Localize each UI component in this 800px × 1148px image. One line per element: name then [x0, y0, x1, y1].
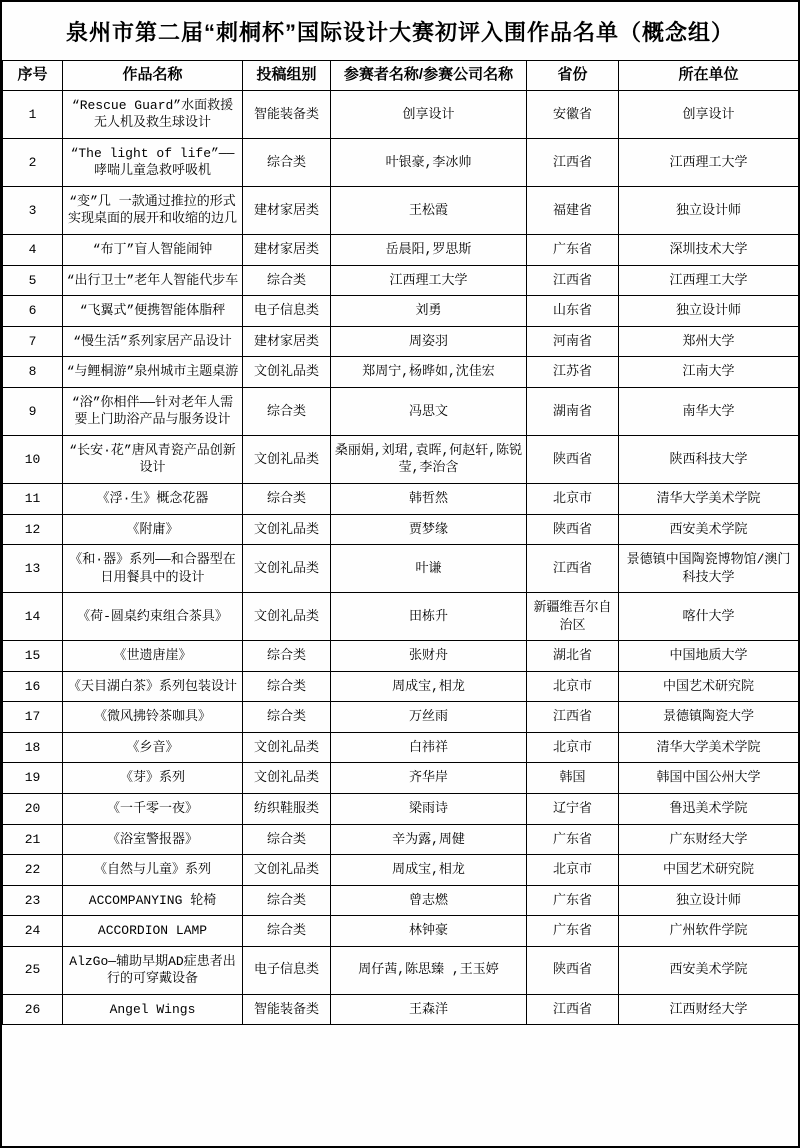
cell-category: 建材家居类: [243, 235, 331, 266]
cell-index: 21: [3, 824, 63, 855]
cell-work-title: 《一千零一夜》: [63, 793, 243, 824]
cell-participants: 刘勇: [331, 296, 527, 327]
table-row: [3, 641, 799, 672]
cell-category: 综合类: [243, 702, 331, 733]
cell-unit: 创享设计: [619, 90, 799, 138]
cell-category: 文创礼品类: [243, 593, 331, 641]
cell-index: 14: [3, 593, 63, 641]
cell-index: 1: [3, 90, 63, 138]
header-cell-unit: 所在单位: [619, 61, 799, 91]
cell-province: 陕西省: [527, 435, 619, 483]
cell-unit: 景德镇陶瓷大学: [619, 702, 799, 733]
cell-unit: 中国艺术研究院: [619, 855, 799, 886]
cell-category: 综合类: [243, 824, 331, 855]
cell-unit: 西安美术学院: [619, 514, 799, 545]
cell-index: 12: [3, 514, 63, 545]
table-row: [3, 946, 799, 994]
cell-work-title: “出行卫士”老年人智能代步车: [63, 265, 243, 296]
cell-category: 文创礼品类: [243, 763, 331, 794]
cell-index: 18: [3, 732, 63, 763]
table-row: [3, 265, 799, 296]
cell-category: 综合类: [243, 138, 331, 186]
cell-unit: 江西理工大学: [619, 138, 799, 186]
cell-index: 11: [3, 483, 63, 514]
cell-work-title: ACCOMPANYING 轮椅: [63, 885, 243, 916]
cell-province: 江西省: [527, 545, 619, 593]
table-row: [3, 235, 799, 266]
cell-unit: 中国艺术研究院: [619, 671, 799, 702]
cell-work-title: ACCORDION LAMP: [63, 916, 243, 947]
table-row: [3, 671, 799, 702]
cell-province: 辽宁省: [527, 793, 619, 824]
cell-province: 江苏省: [527, 357, 619, 388]
cell-index: 25: [3, 946, 63, 994]
cell-work-title: 《荷-圆桌约束组合茶具》: [63, 593, 243, 641]
cell-province: 新疆维吾尔自治区: [527, 593, 619, 641]
cell-province: 韩国: [527, 763, 619, 794]
cell-work-title: 《乡音》: [63, 732, 243, 763]
cell-participants: 张财舟: [331, 641, 527, 672]
cell-unit: 韩国中国公州大学: [619, 763, 799, 794]
cell-index: 19: [3, 763, 63, 794]
table-row: [3, 994, 799, 1025]
cell-category: 文创礼品类: [243, 357, 331, 388]
table-body: [3, 90, 799, 1025]
cell-province: 江西省: [527, 138, 619, 186]
cell-index: 20: [3, 793, 63, 824]
cell-work-title: “长安·花”唐风青瓷产品创新设计: [63, 435, 243, 483]
cell-unit: 广东财经大学: [619, 824, 799, 855]
cell-index: 9: [3, 387, 63, 435]
cell-index: 24: [3, 916, 63, 947]
page-title: 泉州市第二届“刺桐杯”国际设计大赛初评入围作品名单（概念组）: [65, 20, 734, 45]
cell-province: 北京市: [527, 483, 619, 514]
cell-work-title: “飞翼式”便携智能体脂秤: [63, 296, 243, 327]
cell-index: 22: [3, 855, 63, 886]
cell-work-title: “慢生活”系列家居产品设计: [63, 326, 243, 357]
cell-index: 10: [3, 435, 63, 483]
cell-unit: 鲁迅美术学院: [619, 793, 799, 824]
cell-index: 6: [3, 296, 63, 327]
cell-participants: 岳晨阳,罗思斯: [331, 235, 527, 266]
cell-index: 3: [3, 186, 63, 234]
cell-category: 文创礼品类: [243, 514, 331, 545]
cell-work-title: “浴”你相伴——针对老年人需要上门助浴产品与服务设计: [63, 387, 243, 435]
cell-participants: 王森洋: [331, 994, 527, 1025]
cell-participants: 辛为露,周健: [331, 824, 527, 855]
table-row: [3, 824, 799, 855]
cell-work-title: “Rescue Guard”水面救援无人机及救生球设计: [63, 90, 243, 138]
cell-participants: 韩哲然: [331, 483, 527, 514]
cell-work-title: AlzGo—辅助早期AD症患者出行的可穿戴设备: [63, 946, 243, 994]
cell-unit: 清华大学美术学院: [619, 732, 799, 763]
cell-unit: 郑州大学: [619, 326, 799, 357]
header-row: [3, 61, 799, 91]
cell-province: 安徽省: [527, 90, 619, 138]
cell-work-title: Angel Wings: [63, 994, 243, 1025]
cell-unit: 深圳技术大学: [619, 235, 799, 266]
cell-work-title: 《天目湖白茶》系列包装设计: [63, 671, 243, 702]
cell-category: 文创礼品类: [243, 855, 331, 886]
cell-index: 17: [3, 702, 63, 733]
cell-participants: 万丝雨: [331, 702, 527, 733]
cell-index: 7: [3, 326, 63, 357]
cell-province: 北京市: [527, 732, 619, 763]
cell-category: 综合类: [243, 265, 331, 296]
cell-participants: 王松霞: [331, 186, 527, 234]
cell-participants: 齐华岸: [331, 763, 527, 794]
table-row: [3, 916, 799, 947]
cell-province: 陕西省: [527, 514, 619, 545]
cell-unit: 中国地质大学: [619, 641, 799, 672]
cell-index: 23: [3, 885, 63, 916]
cell-participants: 周成宝,相龙: [331, 855, 527, 886]
cell-unit: 清华大学美术学院: [619, 483, 799, 514]
cell-unit: 景德镇中国陶瓷博物馆/澳门科技大学: [619, 545, 799, 593]
cell-category: 综合类: [243, 885, 331, 916]
cell-participants: 贾梦缘: [331, 514, 527, 545]
cell-province: 江西省: [527, 994, 619, 1025]
cell-index: 8: [3, 357, 63, 388]
table-row: [3, 387, 799, 435]
cell-category: 电子信息类: [243, 946, 331, 994]
cell-participants: 周姿羽: [331, 326, 527, 357]
cell-work-title: 《自然与儿童》系列: [63, 855, 243, 886]
cell-province: 广东省: [527, 916, 619, 947]
cell-unit: 江南大学: [619, 357, 799, 388]
cell-work-title: 《浴室警报器》: [63, 824, 243, 855]
cell-category: 综合类: [243, 671, 331, 702]
cell-participants: 周成宝,相龙: [331, 671, 527, 702]
cell-province: 江西省: [527, 702, 619, 733]
table-row: [3, 855, 799, 886]
cell-work-title: 《和·器》系列——和合器型在日用餐具中的设计: [63, 545, 243, 593]
table-row: [3, 483, 799, 514]
table-row: [3, 793, 799, 824]
cell-province: 北京市: [527, 671, 619, 702]
cell-work-title: “布丁”盲人智能闹钟: [63, 235, 243, 266]
cell-category: 综合类: [243, 916, 331, 947]
cell-work-title: “变”几 一款通过推拉的形式实现桌面的展开和收缩的边几: [63, 186, 243, 234]
cell-participants: 叶谦: [331, 545, 527, 593]
cell-unit: 江西财经大学: [619, 994, 799, 1025]
cell-province: 河南省: [527, 326, 619, 357]
cell-work-title: “The light of life”——哮喘儿童急救呼吸机: [63, 138, 243, 186]
cell-category: 智能装备类: [243, 994, 331, 1025]
cell-category: 综合类: [243, 483, 331, 514]
cell-province: 广东省: [527, 824, 619, 855]
cell-category: 电子信息类: [243, 296, 331, 327]
header-cell-index: 序号: [3, 61, 63, 91]
cell-work-title: 《浮·生》概念花器: [63, 483, 243, 514]
cell-province: 广东省: [527, 235, 619, 266]
cell-index: 4: [3, 235, 63, 266]
cell-province: 江西省: [527, 265, 619, 296]
cell-unit: 独立设计师: [619, 885, 799, 916]
cell-participants: 林钟豪: [331, 916, 527, 947]
cell-province: 湖南省: [527, 387, 619, 435]
table-row: [3, 593, 799, 641]
cell-unit: 喀什大学: [619, 593, 799, 641]
table-row: [3, 545, 799, 593]
cell-province: 陕西省: [527, 946, 619, 994]
cell-category: 纺织鞋服类: [243, 793, 331, 824]
cell-category: 智能装备类: [243, 90, 331, 138]
cell-unit: 南华大学: [619, 387, 799, 435]
cell-category: 文创礼品类: [243, 435, 331, 483]
cell-index: 5: [3, 265, 63, 296]
table-row: [3, 90, 799, 138]
table-row: [3, 732, 799, 763]
cell-work-title: 《芽》系列: [63, 763, 243, 794]
cell-participants: 梁雨诗: [331, 793, 527, 824]
cell-unit: 江西理工大学: [619, 265, 799, 296]
cell-participants: 叶银豪,李冰帅: [331, 138, 527, 186]
header-cell-province: 省份: [527, 61, 619, 91]
cell-unit: 独立设计师: [619, 296, 799, 327]
table-row: [3, 357, 799, 388]
cell-province: 北京市: [527, 855, 619, 886]
entries-table: [2, 60, 799, 1025]
cell-province: 福建省: [527, 186, 619, 234]
table-row: [3, 763, 799, 794]
cell-participants: 白祎祥: [331, 732, 527, 763]
cell-category: 文创礼品类: [243, 545, 331, 593]
cell-participants: 周仔茜,陈思臻 ,王玉婷: [331, 946, 527, 994]
cell-unit: 西安美术学院: [619, 946, 799, 994]
cell-work-title: 《附庸》: [63, 514, 243, 545]
cell-participants: 桑丽娟,刘珺,袁晖,何赵轩,陈锐莹,李治含: [331, 435, 527, 483]
cell-participants: 田栋升: [331, 593, 527, 641]
table-row: [3, 296, 799, 327]
table-row: [3, 186, 799, 234]
cell-unit: 独立设计师: [619, 186, 799, 234]
cell-index: 16: [3, 671, 63, 702]
cell-index: 13: [3, 545, 63, 593]
cell-work-title: 《微风拂铃茶咖具》: [63, 702, 243, 733]
cell-index: 2: [3, 138, 63, 186]
table-row: [3, 326, 799, 357]
cell-participants: 郑周宁,杨晔如,沈佳宏: [331, 357, 527, 388]
table-row: [3, 702, 799, 733]
table-row: [3, 138, 799, 186]
cell-category: 建材家居类: [243, 326, 331, 357]
cell-category: 综合类: [243, 641, 331, 672]
cell-category: 建材家居类: [243, 186, 331, 234]
cell-province: 山东省: [527, 296, 619, 327]
table-row: [3, 514, 799, 545]
cell-unit: 陕西科技大学: [619, 435, 799, 483]
header-cell-work-title: 作品名称: [63, 61, 243, 91]
cell-index: 15: [3, 641, 63, 672]
cell-index: 26: [3, 994, 63, 1025]
cell-work-title: “与鲤桐游”泉州城市主题桌游: [63, 357, 243, 388]
cell-category: 综合类: [243, 387, 331, 435]
table-row: [3, 885, 799, 916]
cell-participants: 江西理工大学: [331, 265, 527, 296]
cell-participants: 曾志燃: [331, 885, 527, 916]
cell-category: 文创礼品类: [243, 732, 331, 763]
cell-province: 广东省: [527, 885, 619, 916]
table-row: [3, 435, 799, 483]
cell-participants: 创享设计: [331, 90, 527, 138]
cell-province: 湖北省: [527, 641, 619, 672]
cell-unit: 广州软件学院: [619, 916, 799, 947]
cell-work-title: 《世遗唐崖》: [63, 641, 243, 672]
header-cell-category: 投稿组别: [243, 61, 331, 91]
header-cell-participants: 参赛者名称/参赛公司名称: [331, 61, 527, 91]
cell-participants: 冯思文: [331, 387, 527, 435]
